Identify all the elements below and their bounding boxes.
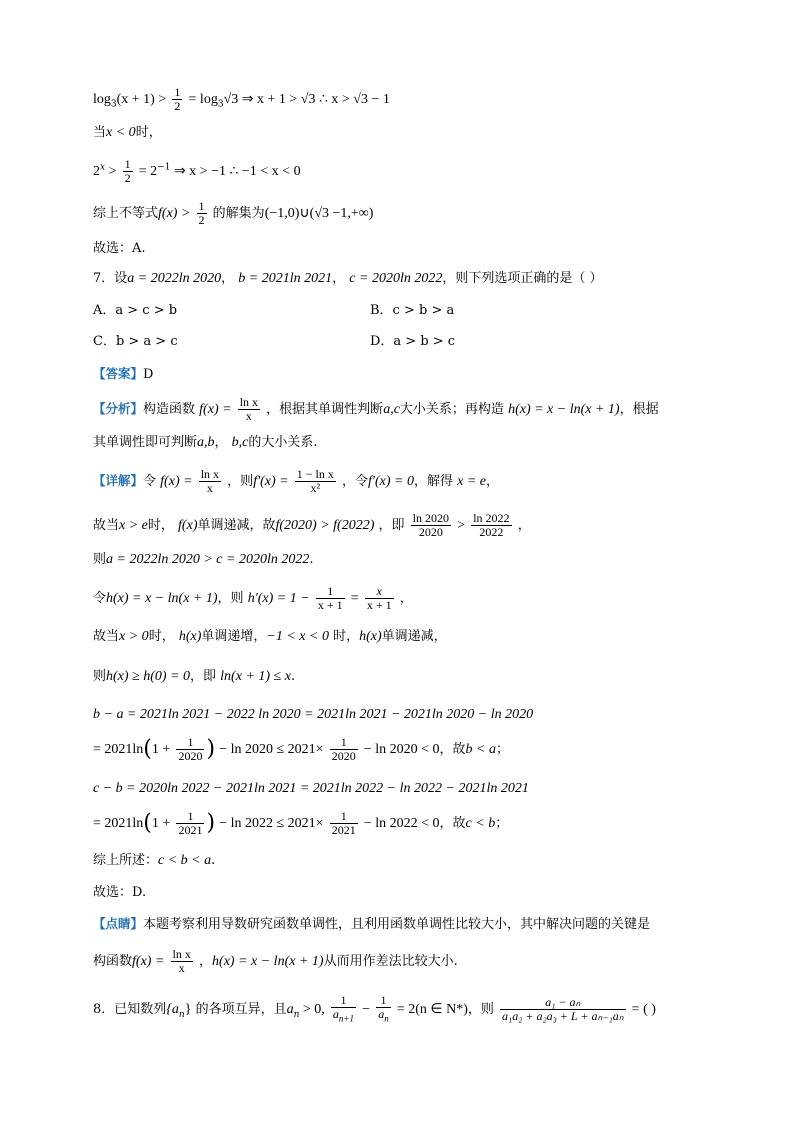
conclusion-line: 综上不等式f(x) > $\frac{1}{2}$ 的解集为(−1,0)∪(√3 −1,+∞) (93, 199, 374, 227)
final-choice-line: 故选：D. (93, 885, 147, 900)
fraction: $\frac{1}{2}$ (174, 85, 181, 113)
remark-tag: 【点睛】 (93, 916, 144, 931)
analysis-tag: 【分析】 (93, 401, 144, 416)
detail-line-1: 【详解】令 f(x) = $\frac{\text{ln x}}{x}$ ，则f′(x) = $\frac{\text{1 − ln x}}{\text{x²}}$ ，令f′(x) = 0，解得 x = e， (93, 467, 500, 495)
detail-line-3: 则a = 2022ln 2020 > c = 2020ln 2022. (93, 552, 314, 567)
detail-line-4: 令h(x) = x − ln(x + 1)，则 h′(x) = 1 − $\frac{1}{x + 1}$ = $\frac{x}{x + 1}$ ， (93, 584, 413, 612)
solution-line-exp: $2^x$ > $\frac{1}{2}$ = $2^{-1}$ ⇒ x > −1 ∴ −1 < x < 0 (93, 157, 301, 185)
option-d: D．a > b > c (370, 334, 456, 349)
detail-line-5: 故当x > 0时， h(x)单调递增，−1 < x < 0 时，h(x)单调递减， (93, 629, 447, 644)
option-a: A．a > c > b (93, 303, 178, 318)
remark-line-2: 构函数f(x) = $\frac{\text{ln x}}{x}$ ，h(x) = x − ln(x + 1)从而用作差法比较大小. (93, 947, 458, 975)
option-c: C．b > a > c (93, 334, 178, 349)
detail-tag: 【详解】 (93, 473, 144, 488)
analysis-line-2: 其单调性即可判断a,b， b,c的大小关系. (93, 435, 318, 450)
question-7: 7．设a = 2022ln 2020， b = 2021ln 2021， c = 2020ln 2022，则下列选项正确的是（ ） (93, 271, 603, 286)
detail-line-6: 则h(x) ≥ h(0) = 0，即 ln(x + 1) ≤ x. (93, 669, 296, 684)
analysis-line-1: 【分析】构造函数 f(x) = $\frac{\text{ln x}}{x}$ ，根据其单调性判断a,c大小关系；再构造 h(x) = x − ln(x + 1)，根据 (93, 395, 659, 423)
answer-tag: 【答案】 (93, 366, 144, 381)
option-b: B．c > b > a (370, 303, 455, 318)
summary-line: 综上所述：c < b < a. (93, 853, 216, 868)
detail-line-9: c − b = 2020ln 2022 − 2021ln 2021 = 2021ln 2022 − ln 2022 − 2021ln 2021 (93, 781, 529, 796)
detail-line-8: = 2021ln(1 + $\frac{1}{2020}$ ) − ln 2020 ≤ 2021× $\frac{1}{2020}$ − ln 2020 < 0，故b < a； (93, 735, 509, 763)
answer-choice-line: 故选：A. (93, 241, 146, 256)
answer-line: 【答案】D (93, 366, 154, 382)
detail-line-10: = 2021ln(1 + $\frac{1}{2021}$ ) − ln 2022 ≤ 2021× $\frac{1}{2021}$ − ln 2022 < 0，故c < b； (93, 809, 509, 837)
detail-line-2: 故当x > e时， f(x)单调递减，故f(2020) > f(2022) ，即 $\frac{\ln 2020}{2020}$ > $\frac{\ln 2022}{2022}$ ， (93, 511, 531, 539)
detail-line-7: b − a = 2021ln 2021 − 2022 ln 2020 = 2021ln 2021 − 2021ln 2020 − ln 2020 (93, 707, 534, 722)
remark-line-1: 【点睛】本题考察利用导数研究函数单调性，且利用函数单调性比较大小，其中解决问题的关键是 (93, 916, 651, 932)
solution-line-log: $\log_3(x + 1)$ > $\frac{1}{2}$ = $\log_3√3$ ⇒ x + 1 > √3 ∴ x > √3 − 1 (93, 85, 390, 113)
case-line: 当x < 0时， (93, 125, 162, 140)
question-8: 8．已知数列$\{a_n\}$ 的各项互异，且$a_n > 0$, $\frac{1}{a_{n+1}}$ − $\frac{1}{a_n}$ = 2(n ∈ N*)，则 $\frac{\text{a₁ − aₙ}}{\text{a₁a₂ + a₂a₃ + L + aₙ₋₁aₙ}}$ = ( ) (93, 993, 656, 1024)
